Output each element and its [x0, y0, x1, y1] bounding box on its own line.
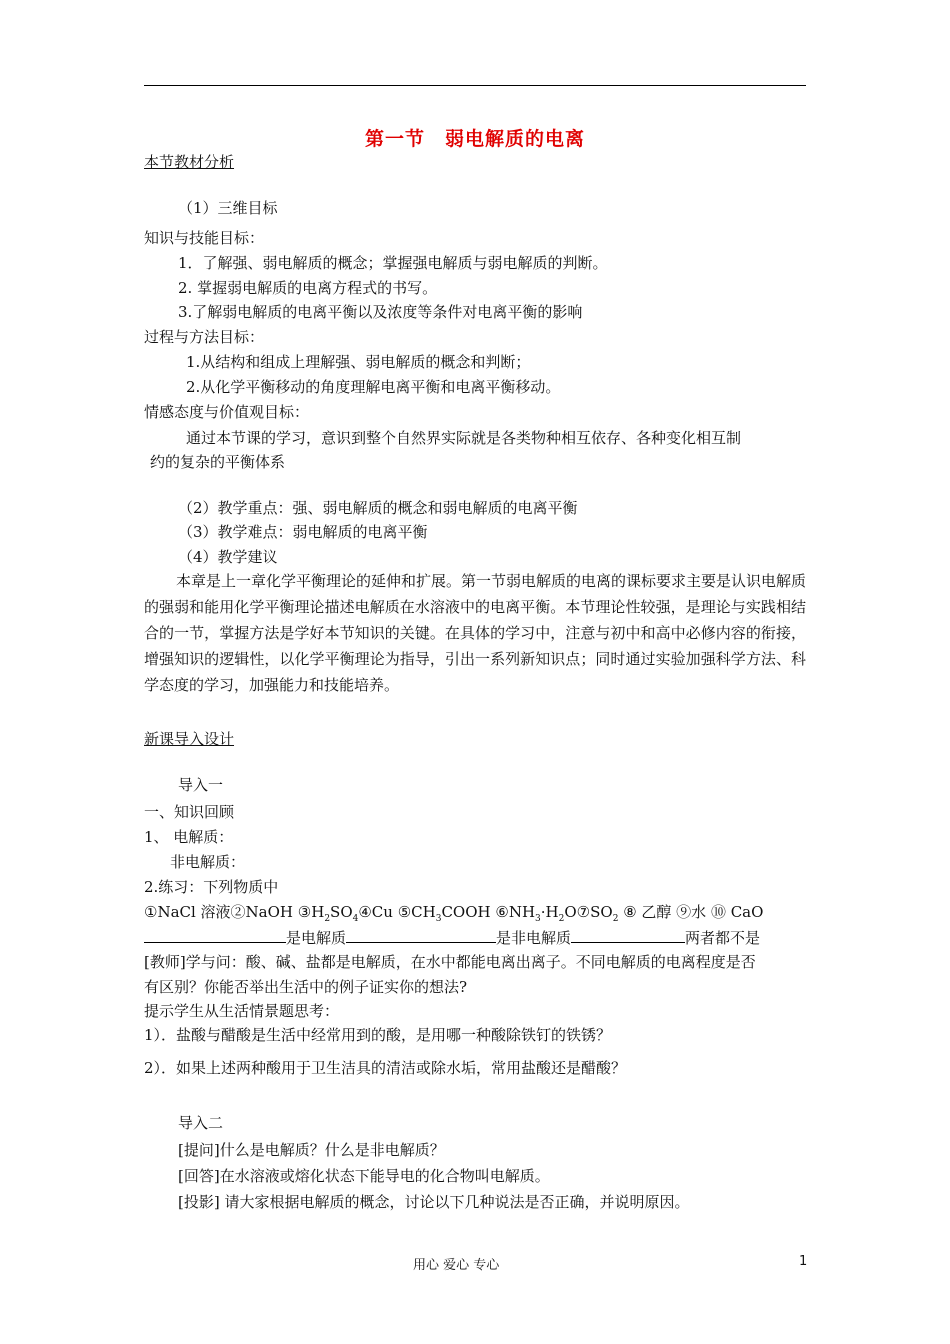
section-heading-intro: 新课导入设计	[144, 730, 235, 748]
page-number: 1	[799, 1254, 808, 1269]
non-electrolyte-prompt: 非电解质：	[170, 853, 246, 871]
three-dimension-goals: （1）三维目标	[178, 199, 278, 217]
intro-two: 导入二	[178, 1114, 224, 1132]
ask-text: [提问]什么是电解质？什么是非电解质？	[178, 1141, 445, 1159]
substance-list: ①NaCl 溶液②NaOH $③H_2SO_4④Cu$ $⑤CH_3COOH$ $⑥NH_3\cdot H_2O⑦SO_2$ ⑧ 乙醇 ⑨水 ⑩ CaO	[144, 903, 764, 924]
knowledge-item-2: 2. 掌握弱电解质的电离方程式的书写。	[178, 279, 438, 297]
footer-motto: 用心 爱心 专心	[413, 1258, 500, 1273]
exercise-prompt: 2.练习：下列物质中	[144, 878, 279, 896]
question-1: 1）．盐酸与醋酸是生活中经常用到的酸，是用哪一种酸除铁钉的铁锈？	[144, 1026, 612, 1044]
suggestion-paragraph: 本章是上一章化学平衡理论的延伸和扩展。第一节弱电解质的电离的课标要求主要是认识电解质的强弱和能用化学平衡理论描述电解质在水溶液中的电离平衡。本节理论性较强，是理论与实践相结合的一节，掌握方法是学好本节知识的关键。在具体的学习中，注意与初中和高中必修内容的衔接，增强知识的逻辑性，以化学平衡理论为指导，引出一系列新知识点；同时通过实验加强科学方法、科学态度的学习，加强能力和技能培养。	[144, 572, 807, 694]
projection-text: [投影] 请大家根据电解质的概念，讨论以下几种说法是否正确，并说明原因。	[178, 1193, 690, 1211]
question-2: 2）．如果上述两种酸用于卫生洁具的清洁或除水垢，常用盐酸还是醋酸？	[144, 1059, 627, 1077]
teaching-suggestion: （4）教学建议	[178, 548, 278, 566]
blank-electrolyte[interactable]	[144, 927, 286, 943]
emotion-heading: 情感态度与价值观目标：	[144, 403, 310, 421]
process-item-1: 1.从结构和组成上理解强、弱电解质的概念和判断；	[186, 353, 531, 371]
fill-in-line: 是电解质 是非电解质 两者都不是	[144, 927, 760, 948]
teaching-difficulty: （3）教学难点：弱电解质的电离平衡	[178, 523, 428, 541]
electrolyte-prompt: 1、 电解质：	[144, 828, 234, 846]
teacher-question-1: [教师]学与问：酸、碱、盐都是电解质，在水中都能电离出离子。不同电解质的电离程度是否	[144, 953, 756, 971]
teacher-question-2: 有区别？你能否举出生活中的例子证实你的想法?	[144, 978, 468, 996]
answer-text: [回答]在水溶液或熔化状态下能导电的化合物叫电解质。	[178, 1167, 550, 1185]
intro-one: 导入一	[178, 776, 224, 794]
review-heading: 一、知识回顾	[144, 803, 235, 821]
section-heading-analysis: 本节教材分析	[144, 153, 235, 171]
blank-non-electrolyte[interactable]	[346, 927, 496, 943]
process-item-2: 2.从化学平衡移动的角度理解电离平衡和电离平衡移动。	[186, 378, 561, 396]
knowledge-heading: 知识与技能目标：	[144, 229, 265, 247]
knowledge-item-1: 1．了解强、弱电解质的概念；掌握强电解质与弱电解质的判断。	[178, 254, 608, 272]
teaching-key-point: （2）教学重点：强、弱电解质的概念和弱电解质的电离平衡	[178, 499, 578, 517]
process-heading: 过程与方法目标：	[144, 328, 265, 346]
knowledge-item-3: 3.了解弱电解质的电离平衡以及浓度等条件对电离平衡的影响	[178, 303, 583, 321]
blank-neither[interactable]	[571, 927, 685, 943]
hint-text: 提示学生从生活情景题思考：	[144, 1002, 340, 1020]
emotion-text-1: 通过本节课的学习，意识到整个自然界实际就是各类物种相互依存、各种变化相互制	[186, 429, 742, 447]
emotion-text-2: 约的复杂的平衡体系	[150, 453, 286, 471]
header-rule	[144, 85, 806, 86]
page-title: 第一节 弱电解质的电离	[364, 128, 585, 150]
